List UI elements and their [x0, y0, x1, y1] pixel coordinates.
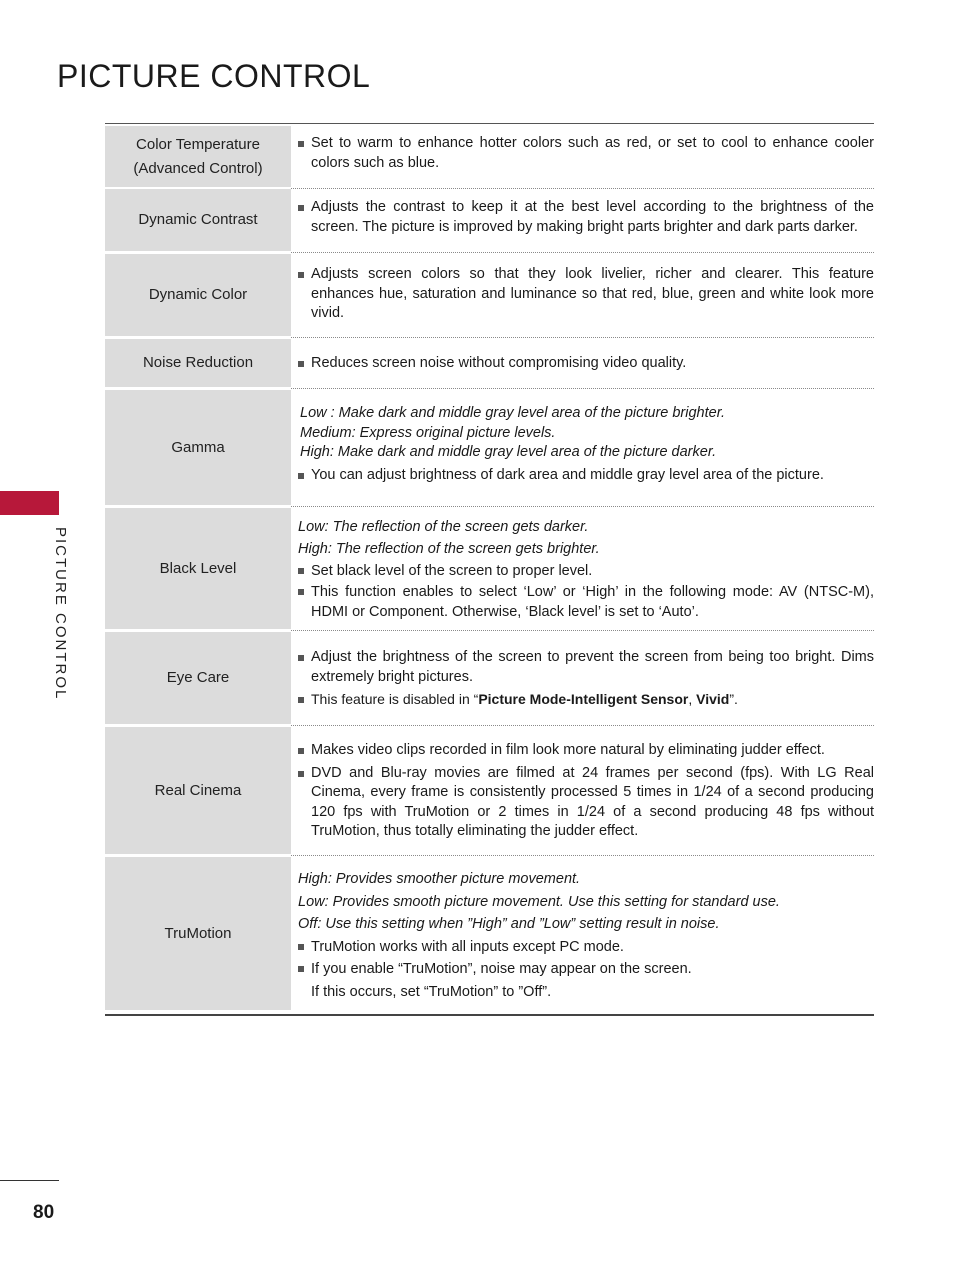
bullet-item: Reduces screen noise without compromising video quality. — [298, 354, 874, 374]
row-label: TruMotion — [105, 857, 291, 1010]
row-label: Noise Reduction — [105, 339, 291, 387]
table-row-color-temperature — [105, 126, 874, 187]
row-label: Real Cinema — [105, 727, 291, 854]
bullet-item: Makes video clips recorded in film look more natural by eliminating judder effect. — [298, 741, 874, 761]
row-description — [298, 857, 874, 1010]
row-divider — [291, 855, 874, 856]
bullet-item: Adjust the brightness of the screen to prevent the screen from being too bright. Dims extremely bright pictures. — [298, 648, 874, 687]
page-number-rule — [0, 1180, 59, 1181]
row-divider — [291, 725, 874, 726]
bullet-item: Set black level of the screen to proper level. — [298, 560, 874, 582]
table-row-dynamic-color — [105, 254, 874, 336]
bullet-item: Set to warm to enhance hotter colors such as red, or set to cool to enhance cooler colors such as blue. — [298, 134, 874, 173]
row-label-line: Color Temperature — [136, 135, 260, 153]
row-label: Dynamic Color — [105, 254, 291, 336]
row-divider — [291, 337, 874, 338]
bullet-item: DVD and Blu-ray movies are filmed at 24 frames per second (fps). With LG Real Cinema, every frame is consistently processed 5 times in 1/24 of a second producing 120 fps with TruMotion or 2 times in 1/24 of a second producing 48 fps without TruMotion, thus totally eliminating the judder effect. — [298, 764, 874, 842]
bullet-item: Adjusts screen colors so that they look livelier, richer and clearer. This feature enhances hue, saturation and luminance so that red, blue, green and white look more vivid. — [298, 265, 874, 324]
row-label: Dynamic Contrast — [105, 189, 291, 251]
bullet-square-icon — [298, 361, 304, 367]
settings-table — [105, 123, 874, 1016]
row-description — [298, 254, 874, 336]
table-row-real-cinema — [105, 727, 874, 854]
row-description — [298, 632, 874, 724]
row-description — [298, 189, 874, 251]
bullet-square-icon — [298, 568, 304, 574]
bullet-square-icon — [298, 966, 304, 972]
row-label — [105, 126, 291, 187]
row-label: Gamma — [105, 390, 291, 505]
bullet-square-icon — [298, 272, 304, 278]
row-label: Black Level — [105, 508, 291, 629]
bullet-item: This feature is disabled in “Picture Mode-Intelligent Sensor, Vivid”. — [298, 690, 874, 710]
option-description: High: Provides smoother picture movement. — [298, 871, 581, 887]
section-tab-marker — [0, 491, 59, 515]
row-description — [298, 390, 874, 505]
row-description — [298, 126, 874, 187]
bullet-square-icon — [298, 141, 304, 147]
table-row-noise-reduction — [105, 339, 874, 387]
bullet-item: This function enables to select ‘Low’ or ‘High’ in the following mode: AV (NTSC-M), HDMI or Component. Otherwise, ‘Black level’ is set to ‘Auto’. — [298, 582, 874, 622]
row-label-line: (Advanced Control) — [133, 159, 263, 177]
row-description — [298, 339, 874, 387]
bullet-item: Adjusts the contrast to keep it at the best level according to the brightness of the screen. The picture is improved by making bright parts brighter and dark parts darker. — [298, 198, 874, 237]
bullet-item: You can adjust brightness of dark area and middle gray level area of the picture. — [298, 466, 874, 486]
page-number: 80 — [33, 1202, 55, 1223]
side-section-label: PICTURE CONTROL — [52, 527, 69, 701]
option-description: Low: Provides smooth picture movement. Use this setting for standard use. — [298, 893, 780, 910]
row-description — [298, 727, 874, 854]
row-divider — [291, 630, 874, 631]
bullet-square-icon — [298, 771, 304, 777]
table-row-trumotion — [105, 857, 874, 1010]
row-description — [298, 508, 874, 629]
option-description: High: Make dark and middle gray level area of the picture darker. — [300, 444, 717, 460]
bullet-square-icon — [298, 655, 304, 661]
bullet-square-icon — [298, 473, 304, 479]
table-row-black-level — [105, 508, 874, 629]
page-title: PICTURE CONTROL — [57, 58, 371, 94]
row-divider — [291, 252, 874, 253]
table-row-eye-care — [105, 632, 874, 724]
bullet-square-icon — [298, 205, 304, 211]
row-label: Eye Care — [105, 632, 291, 724]
bullet-square-icon — [298, 589, 304, 595]
row-divider — [291, 388, 874, 389]
bullet-item: TruMotion works with all inputs except PC mode. — [298, 936, 874, 959]
option-description: High: The reflection of the screen gets brighter. — [298, 541, 600, 557]
row-divider — [291, 506, 874, 507]
option-description: Medium: Express original picture levels. — [300, 424, 556, 441]
option-description: Off: Use this setting when ”High” and ”Low” setting result in noise. — [298, 916, 720, 932]
option-description: Low : Make dark and middle gray level area of the picture brighter. — [300, 405, 726, 421]
table-row-gamma — [105, 390, 874, 505]
option-description: Low: The reflection of the screen gets darker. — [298, 519, 589, 535]
bullet-square-icon — [298, 697, 304, 703]
bullet-square-icon — [298, 944, 304, 950]
bullet-item: If you enable “TruMotion”, noise may appear on the screen. If this occurs, set “TruMotion” to ”Off”. — [298, 958, 874, 1003]
table-row-dynamic-contrast — [105, 189, 874, 251]
bullet-square-icon — [298, 748, 304, 754]
